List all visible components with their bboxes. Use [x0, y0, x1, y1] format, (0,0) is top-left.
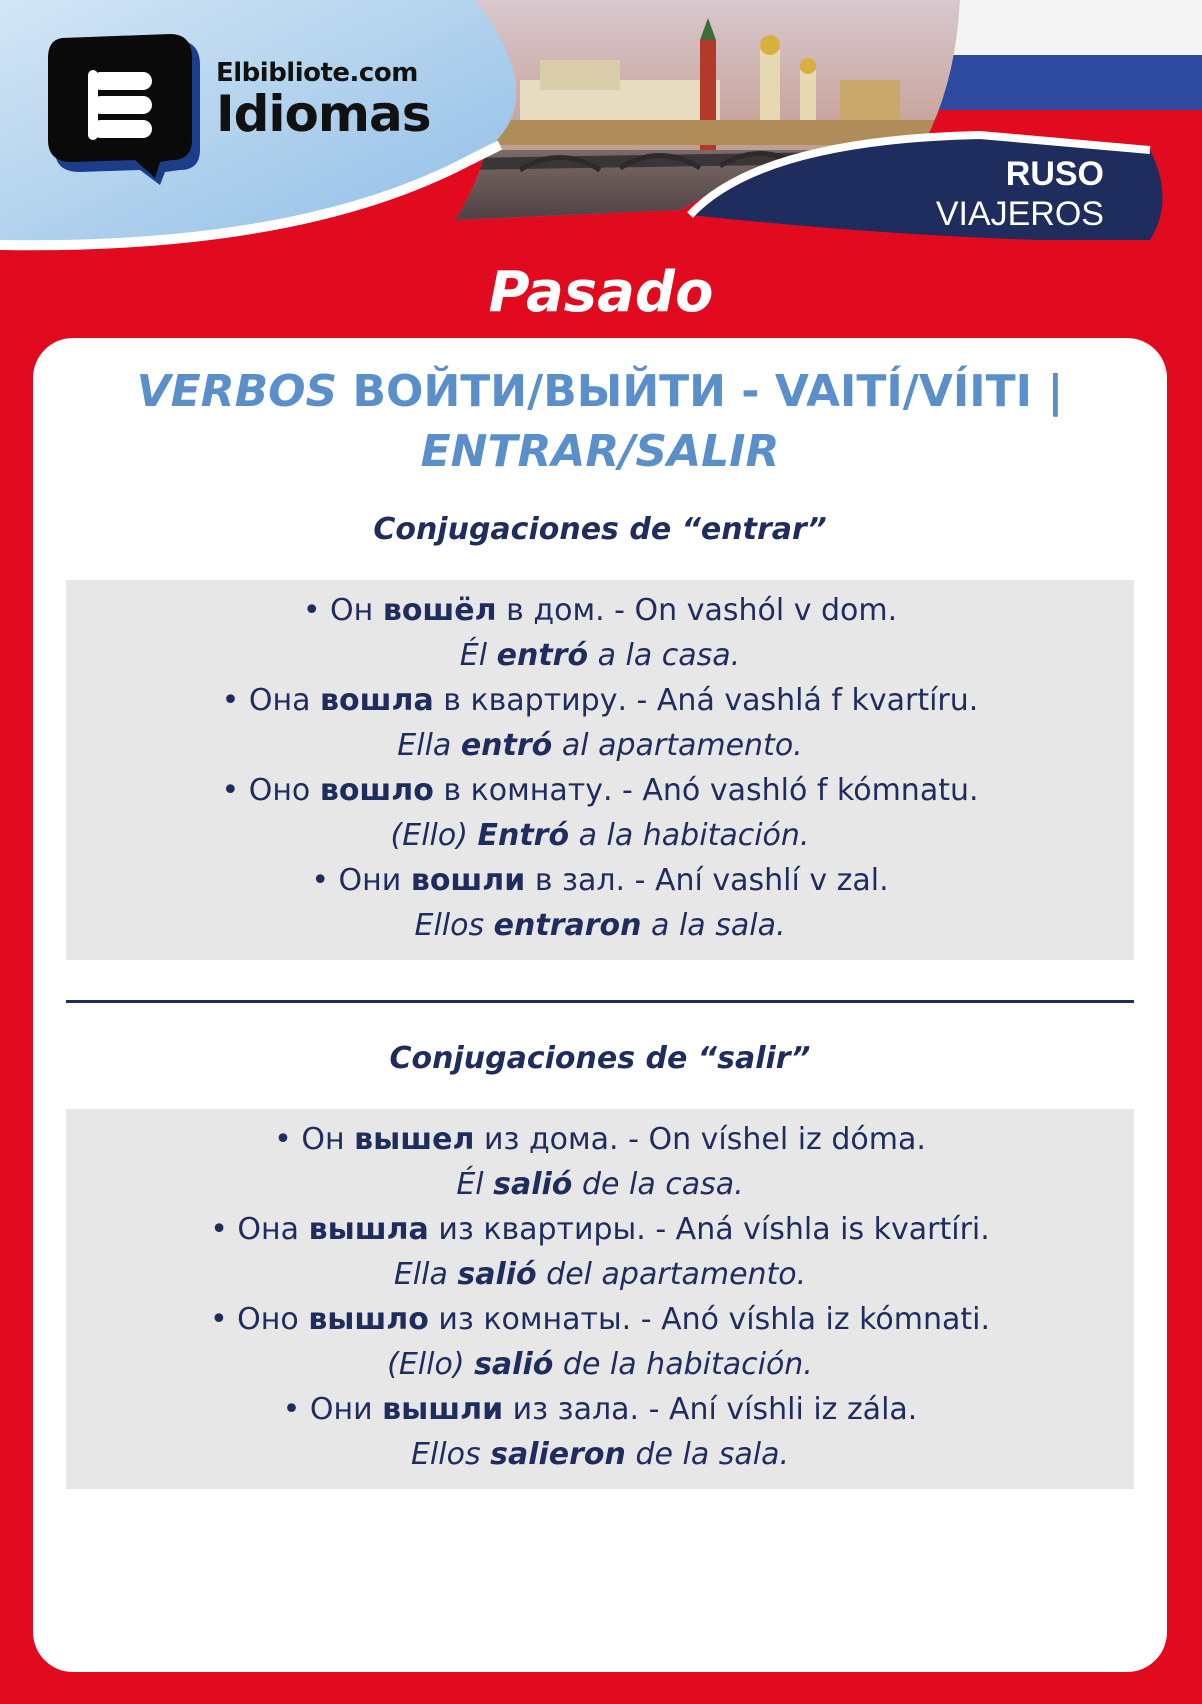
title-verbs-ru: ВОЙТИ/ВЫЙТИ - VAITÍ/VÍITI |: [337, 366, 1064, 417]
page-title: [73, 362, 1127, 482]
salir-ru-line: • Он вышел из дома. - On víshel iz dóma.: [274, 1122, 926, 1157]
logo-book-icon: [48, 34, 200, 185]
title-translation: ENTRAR/SALIR: [420, 426, 780, 477]
entrar-heading: Conjugaciones de “entrar”: [373, 512, 827, 547]
entrar-es-line: Ella entró al apartamento.: [397, 728, 803, 763]
salir-ru-line: • Оно вышло из комнаты. - Anó víshla iz kómnati.: [209, 1302, 991, 1337]
entrar-ru-line: • Он вошёл в дом. - On vashól v dom.: [302, 593, 898, 628]
entrar-ru-line: • Она вошла в квартиру. - Aná vashlá f kvartíru.: [221, 683, 979, 718]
brand-site: Elbibliote.com: [216, 58, 418, 88]
title-verbos: VERBOS: [136, 366, 338, 417]
entrar-ru-line: • Оно вошло в комнату. - Anó vashló f kómnatu.: [221, 773, 979, 808]
salir-es-line: Él salió de la casa.: [456, 1167, 744, 1202]
salir-heading: Conjugaciones de “salir”: [389, 1041, 811, 1076]
salir-ru-line: • Она вышла из квартиры. - Aná víshla is kvartíri.: [210, 1212, 990, 1247]
entrar-es-line: Ellos entraron a la sala.: [414, 908, 786, 943]
language-level: VIAJEROS: [935, 195, 1104, 233]
brand: [216, 58, 431, 143]
entrar-panel: [66, 580, 1134, 960]
entrar-es-line: (Ello) Entró a la habitación.: [390, 818, 810, 853]
language-badge: [936, 154, 1104, 234]
content-card: [33, 338, 1167, 1672]
salir-ru-line: • Они вышли из зала. - Aní víshli iz zála.: [282, 1392, 918, 1427]
brand-name: Idiomas: [216, 85, 431, 143]
entrar-es-line: Él entró a la casa.: [459, 638, 741, 673]
salir-es-line: Ella salió del apartamento.: [393, 1257, 807, 1292]
language-name: RUSO: [1005, 155, 1104, 193]
section-divider: [66, 1000, 1134, 1003]
section-title: Pasado: [488, 260, 714, 325]
salir-panel: [66, 1109, 1134, 1489]
header-banner: [0, 0, 1202, 270]
entrar-ru-line: • Они вошли в зал. - Aní vashlí v zal.: [311, 863, 889, 898]
salir-es-line: Ellos salieron de la sala.: [410, 1437, 790, 1472]
salir-es-line: (Ello) salió de la habitación.: [387, 1347, 813, 1382]
